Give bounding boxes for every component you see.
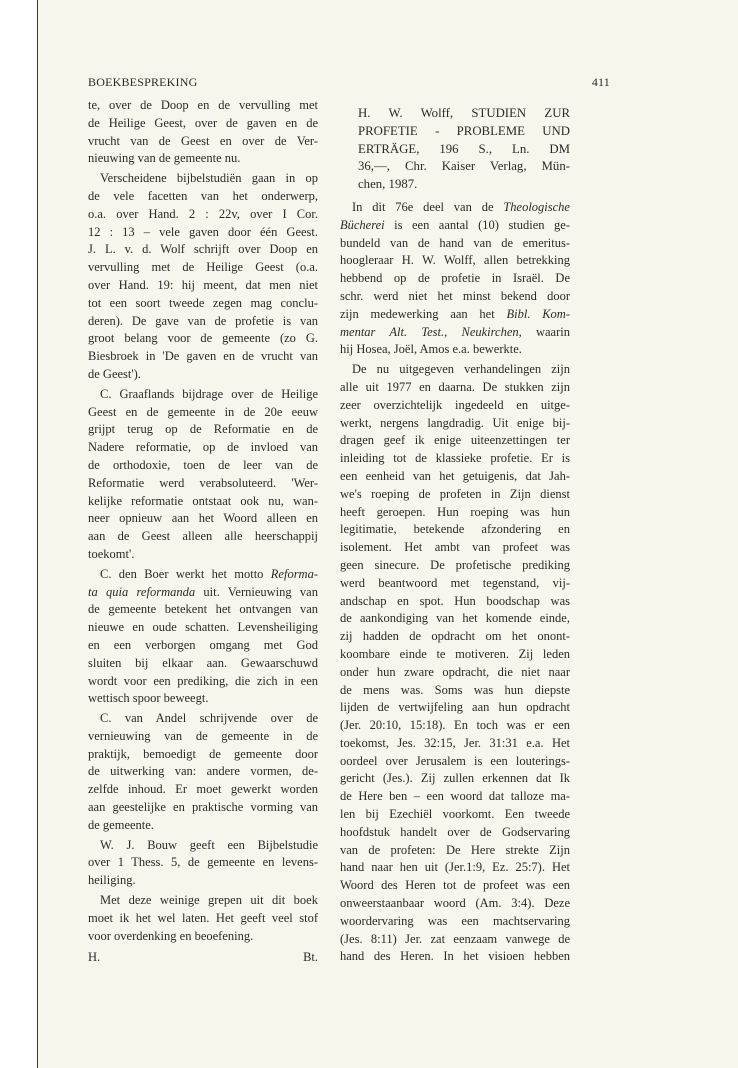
left-column (88, 97, 318, 967)
text-line: de uitwerking van: andere vormen, de- (88, 764, 318, 779)
text-line: o.a. over Hand. 2 : 22v, over I Cor. (88, 206, 318, 221)
text-line: van de profeten: De Here strekte Zijn (340, 842, 570, 857)
text-line: hij Hosea, Joël, Amos e.a. bewerkte. (340, 342, 522, 357)
text-line: len bij Ezechiël voorkomt. Een tweede (340, 807, 570, 822)
text-line: praktijk, bemoedigt de gemeente door (88, 746, 318, 761)
text-line: onder hun zware opdracht, die niet naar (340, 664, 570, 679)
italic-text: Bibl. Kom- (506, 306, 570, 321)
text-line: over 1 Thess. 5, de gemeente en levens- (88, 855, 318, 870)
signature-author: Bt. (303, 950, 318, 965)
text-line: de aankondiging van het komende einde, (340, 611, 570, 626)
text-line: de mens was. Soms was hun diepste (340, 682, 570, 697)
text-line: Reformatie werd verabsoluteerd. 'Wer- (88, 475, 318, 490)
text-line: de vele facetten van het onderwerp, (88, 188, 318, 203)
text-line: C. Graaflands bijdrage over de Heilige (100, 386, 318, 401)
running-head (88, 75, 610, 91)
text-line: (Jes. 8:11) Jer. zat eenzaam vanwege de (340, 931, 570, 946)
text-line (88, 584, 318, 602)
text-line: de Geest'). (88, 366, 141, 381)
text-line: groot belang voor de gemeente (zo G. (88, 331, 318, 346)
text-line: Woord des Heren tot de profeet was een (340, 878, 570, 893)
text-line: gericht (Jes.). Zij zullen erkennen dat Ik (340, 771, 570, 786)
text-line: een eenheid van het getuigenis, dat Jah- (340, 468, 570, 483)
text-line: de Heilige Geest, over de gaven en de (88, 115, 318, 130)
text-line: geen sinecure. De profetische prediking (340, 557, 570, 572)
text-line: hoofdstuk handelt over de Godservaring (340, 824, 570, 839)
text-line: sluiten bij elkaar aan. Gewaarschuwd (88, 655, 318, 670)
text-line: zelfde inhoud. Er moet gewerkt worden (88, 782, 318, 797)
paragraph (88, 97, 318, 168)
text-line: nieuwe en oude schatten. Levensheiliging (88, 620, 318, 635)
text-line: heeft geroepen. Hun roeping was hun (340, 504, 570, 519)
text-line: inleiding tot de klassieke profetie. Er is (340, 451, 570, 466)
text-line: kelijke reformatie ontstaat ook nu, wan- (88, 493, 318, 508)
text-line: schr. werd niet het minst bekend door (340, 288, 570, 303)
text-line: voor overdenking en beoefening. (88, 928, 254, 943)
text-line: hoogleraar H. W. Wolff, allen betrekking (340, 253, 570, 268)
text-line: de orthodoxie, toen de leer van de (88, 457, 318, 472)
text-line: vervulling met de Heilige Geest (o.a. (88, 260, 318, 275)
text-line (340, 306, 570, 324)
text-line (340, 217, 570, 235)
text-line: vrucht van de Geest en over de Ver- (88, 133, 318, 148)
text-line: nieuwing van de gemeente nu. (88, 151, 241, 166)
text-segment: uit. Vernieuwing van (195, 584, 318, 599)
signature (88, 949, 318, 967)
italic-text: Reforma- (270, 566, 318, 581)
text-segment: In dit 76e deel van de (352, 199, 504, 214)
text-line: oordeel over Jerusalem is een louterings- (340, 753, 570, 768)
paragraph (88, 710, 318, 835)
text-line: onweerstaanbaar woord (Am. 3:4). Deze (340, 896, 570, 911)
text-line: bundeld van de hand van de emeritus- (340, 235, 570, 250)
text-line: neer opnieuw aan het Woord alleen en (88, 511, 318, 526)
heading-line: 36,—, Chr. Kaiser Verlag, Mün- (358, 159, 570, 174)
text-line: Met deze weinige grepen uit dit boek (100, 893, 318, 908)
text-line: C. van Andel schrijvende over de (100, 711, 318, 726)
text-line: werd beantwoord met tegenstand, vij- (340, 575, 570, 590)
italic-text: ta quia reformanda (88, 584, 196, 599)
text-line: tot een soort tweede zegen mag conclu- (88, 295, 318, 310)
text-line: lijden de vertwijfeling aan hun opdracht (340, 700, 570, 715)
text-line: De nu uitgegeven verhandelingen zijn (352, 362, 570, 377)
text-line (340, 199, 570, 217)
text-line: heiliging. (88, 873, 136, 888)
text-line: 12 : 13 – vele gaven door één Geest. (88, 224, 318, 239)
text-line: wordt voor een prediking, die zich in een (88, 673, 318, 688)
text-line: aan de Geest alleen alle heerschappij (88, 529, 318, 544)
text-line: aan geestelijke en praktische vorming van (88, 800, 318, 815)
paragraph (88, 566, 318, 708)
text-line: hand des Heren. In het visioen hebben (340, 949, 570, 964)
paragraph (340, 199, 570, 359)
italic-text: Theologische (503, 199, 570, 214)
text-line: we's roeping de profeten in Zijn dienst (340, 486, 570, 501)
text-line: zij hadden de opdracht om het onont- (340, 629, 570, 644)
text-line: moet ik het wel laten. Het geeft veel stof (88, 910, 318, 925)
text-line: koombare einde te motiveren. Zij leden (340, 646, 570, 661)
text-line: (Jer. 20:10, 15:18). En toch was er een (340, 718, 570, 733)
paragraph (88, 386, 318, 564)
heading-line: PROFETIE - PROBLEME UND (358, 123, 570, 138)
text-line: hand naar hen uit (Jer.1:9, Ez. 25:7). Het (340, 860, 570, 875)
text-line: dragen geef ik enige uiteenzettingen ter (340, 433, 570, 448)
text-segment: is een aantal (10) studien ge- (384, 217, 570, 232)
text-line: over Hand. 19: hij meent, dat men niet (88, 277, 318, 292)
paragraph (88, 837, 318, 890)
text-line (88, 566, 318, 584)
text-line: Verscheidene bijbelstudiën gaan in op (100, 171, 318, 186)
text-line: toekomt'. (88, 546, 135, 561)
italic-text: mentar Alt. Test., Neukirchen, (340, 324, 522, 339)
text-line: isolement. Het ambt van profeet was (340, 540, 570, 555)
heading-line: H. W. Wolff, STUDIEN ZUR (358, 106, 570, 120)
text-line: en een verborgen omgang met God (88, 637, 318, 652)
text-line: de Here ben – een woord dat talloze ma- (340, 789, 570, 804)
text-line: de gemeente. (88, 817, 154, 832)
text-line: Biesbroek in 'De gaven en de vrucht van (88, 349, 318, 364)
text-line: woordervaring was een machtservaring (340, 913, 570, 928)
text-line: zeer overzichtelijk ingedeeld en uitge- (340, 397, 570, 412)
text-line: alle uit 1977 en daarna. De stukken zijn (340, 379, 570, 394)
page-number: 411 (591, 75, 610, 89)
text-line: hebbend op de profetie in Israël. De (340, 271, 570, 286)
text-line: deren). De gave van de profetie is van (88, 313, 318, 328)
text-line: te, over de Doop en de vervulling met (88, 98, 318, 112)
heading-line: chen, 1987. (358, 177, 418, 192)
text-line: vernieuwing van de gemeente in de (88, 728, 318, 743)
text-segment: C. den Boer werkt het motto (100, 566, 271, 581)
text-line: werkt, nergens langdradig. Uit enige bij- (340, 415, 570, 430)
text-line: de gemeente betekent het ontvangen van (88, 602, 318, 617)
paragraph (88, 892, 318, 945)
italic-text: Bücherei (340, 217, 385, 232)
text-line: toekomst, Jes. 32:15, Jer. 31:31 e.a. Het (340, 735, 570, 750)
text-line: J. L. v. d. Wolf schrijft over Doop en (88, 242, 318, 257)
text-line: W. J. Bouw geeft een Bijbelstudie (100, 837, 318, 852)
text-line: grijpt terug op de Reformatie en de (88, 422, 318, 437)
text-line: wettisch spoor beweegt. (88, 691, 209, 706)
review-heading (340, 104, 570, 193)
text-line: andschap en spot. Hun boodschap was (340, 593, 570, 608)
text-line: Geest en de gemeente in de 20e eeuw (88, 404, 318, 419)
text-line: Nadere reformatie, op de invloed van (88, 440, 318, 455)
signature-initial: H. (88, 950, 101, 965)
text-line: legitimatie, betekende afzondering en (340, 522, 570, 537)
right-column (340, 104, 570, 966)
paragraph (88, 170, 318, 384)
paragraph (340, 361, 570, 966)
section-title: BOEKBESPREKING (88, 75, 198, 89)
heading-line: ERTRÄGE, 196 S., Ln. DM (358, 141, 570, 156)
text-segment: waarin (521, 324, 570, 339)
text-line (340, 324, 570, 342)
text-segment: zijn medewerking aan het (340, 306, 507, 321)
